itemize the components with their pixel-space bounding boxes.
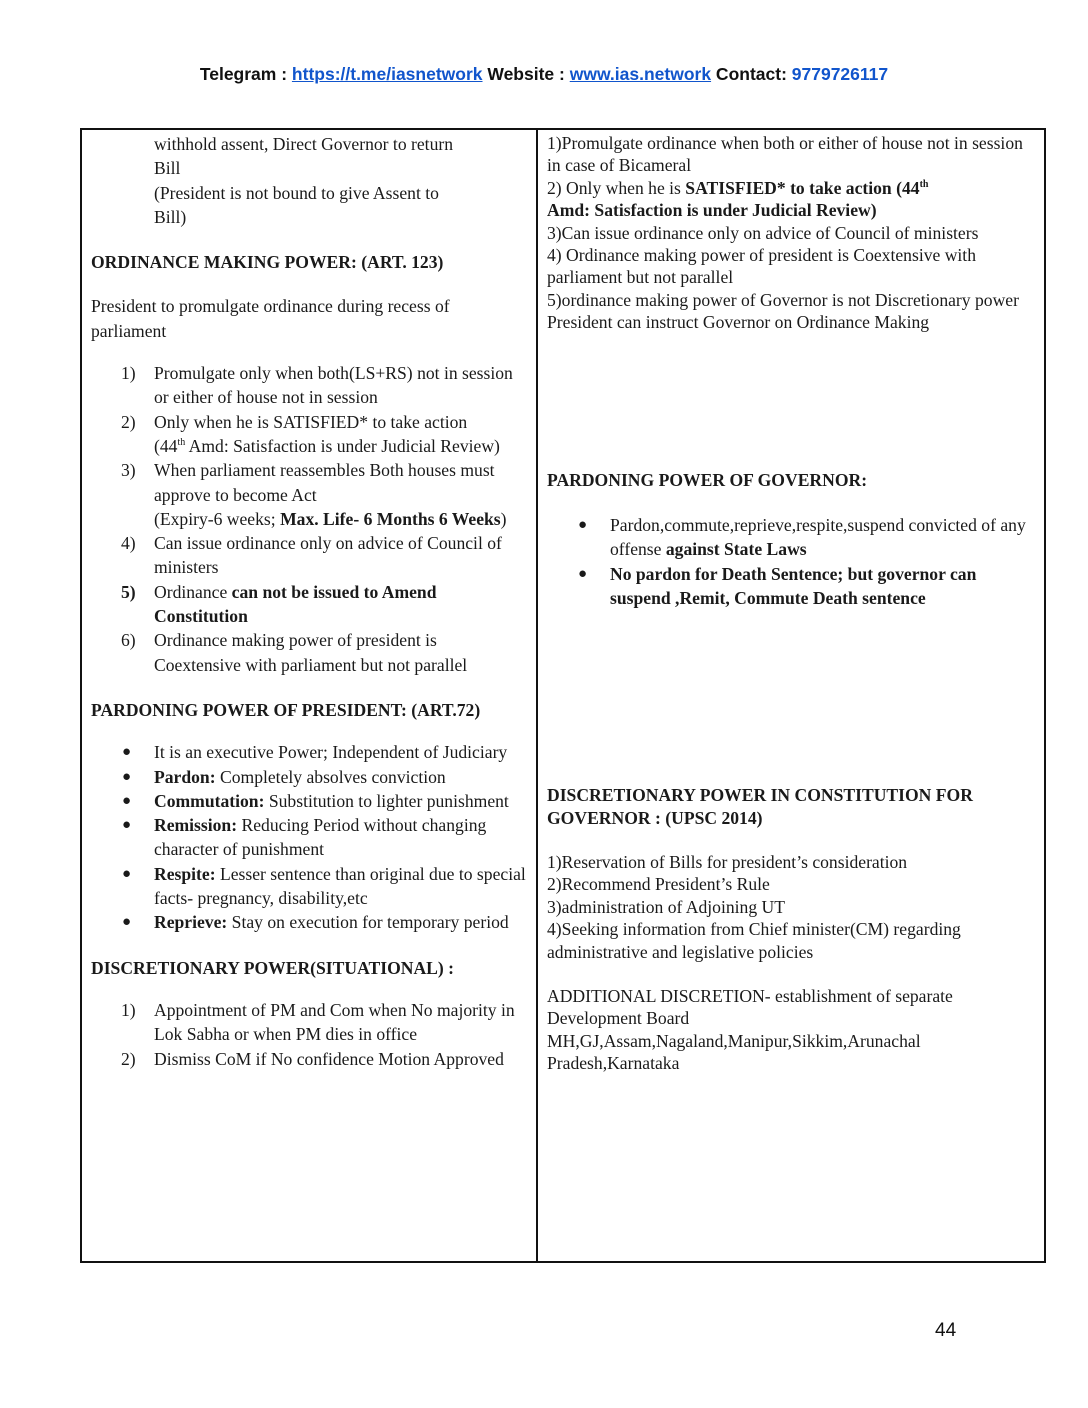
list-item: 1)Reservation of Bills for president’s consideration [547, 851, 908, 872]
pardoning-governor-list [547, 513, 1036, 610]
gov-ordinance-line-1: 1)Promulgate ordinance when both or either of house not in session in case of Bicameral [547, 133, 1023, 176]
discretionary-situational-heading: DISCRETIONARY POWER(SITUATIONAL) : [91, 957, 455, 978]
website-link[interactable]: www.ias.network [569, 64, 712, 84]
assent-line-3: (President is not bound to give Assent to [154, 182, 439, 203]
contact-number: 9779726117 [791, 64, 889, 84]
list-item: 3)administration of Adjoining UT [547, 896, 785, 917]
list-item: ● It is an executive Power; Independent of Judiciary [91, 740, 528, 764]
additional-discretion: ADDITIONAL DISCRETION- establishment of separate Development Board MH,GJ,Assam,Nagaland,Manipur,Sikkim,Arunachal Pradesh,Karnataka [547, 985, 953, 1074]
pardoning-president-heading: PARDONING POWER OF PRESIDENT: (ART.72) [91, 699, 481, 720]
list-item: ● Remission: Reducing Period without changing character of punishment [122, 815, 487, 860]
ordinance-heading: ORDINANCE MAKING POWER: (ART. 123) [91, 252, 444, 273]
right-column [537, 129, 1045, 1262]
pardoning-governor-heading: PARDONING POWER OF GOVERNOR: [547, 469, 868, 490]
assent-line-2: Bill [154, 158, 181, 179]
pardoning-president-list [91, 740, 528, 934]
telegram-label: Telegram : [199, 64, 292, 84]
bullet-icon: ● [122, 768, 132, 785]
left-column [81, 129, 537, 1262]
list-item: 2)Recommend President’s Rule [547, 874, 770, 895]
bullet-icon: ● [578, 565, 588, 582]
bullet-icon: ● [122, 914, 132, 931]
ordinance-list [91, 361, 528, 677]
gov-ordinance-line-6: President can instruct Governor on Ordinance Making [547, 312, 930, 333]
list-item: ● Pardon,commute,reprieve,respite,suspend convicted of any offense against State Laws [578, 514, 1026, 560]
page-header [0, 64, 1088, 85]
list-item: ● Respite: Lesser sentence than original due to special facts- pregnancy, disability,etc [122, 863, 526, 909]
discretionary-situational-list [91, 998, 528, 1071]
list-item: 2) Dismiss CoM if No confidence Motion Approved [121, 1048, 504, 1069]
gov-ordinance-line-2: 2) Only when he is SATISFIED* to take action (44th Amd: Satisfaction is under Judicial Review) [547, 177, 929, 221]
website-label: Website : [482, 64, 570, 84]
gov-ordinance-line-5: 5)ordinance making power of Governor is not Discretionary power [547, 289, 1019, 310]
list-item: 1) Appointment of PM and Com when No majority in Lok Sabha or when PM dies in office [121, 999, 515, 1045]
telegram-link[interactable]: https://t.me/iasnetwork [291, 64, 483, 84]
list-item: ● Reprieve: Stay on execution for temporary period [91, 910, 528, 934]
ordinance-intro: President to promulgate ordinance during recess of parliament [91, 296, 450, 341]
assent-line-1: withhold assent, Direct Governor to return [154, 134, 454, 154]
contact-label: Contact: [711, 64, 792, 84]
list-item: ● Commutation: Substitution to lighter punishment [91, 789, 528, 813]
list-item: 3) When parliament reassembles Both houses must approve to become Act (Expiry-6 weeks; Max. Life- 6 Months 6 Weeks) [121, 460, 507, 529]
list-item: 4)Seeking information from Chief minister(CM) regarding administrative and legislative policies [547, 919, 961, 962]
assent-line-4: Bill) [154, 206, 187, 227]
list-item: 1) Promulgate only when both(LS+RS) not in session or either of house not in session [121, 363, 513, 408]
gov-ordinance-line-4: 4) Ordinance making power of president is Coextensive with parliament but not parallel [547, 245, 976, 288]
bullet-icon: ● [122, 744, 132, 761]
list-item: ● Pardon: Completely absolves conviction [91, 765, 528, 789]
page-number: 44 [935, 1320, 957, 1341]
bullet-icon: ● [122, 865, 132, 882]
content-table [80, 128, 1046, 1263]
bullet-icon: ● [578, 516, 588, 533]
bullet-icon: ● [122, 817, 132, 834]
discretionary-governor-heading: DISCRETIONARY POWER IN CONSTITUTION FOR GOVERNOR : (UPSC 2014) [547, 785, 973, 828]
list-item: ● No pardon for Death Sentence; but governor can suspend ,Remit, Commute Death sentence [578, 563, 977, 608]
list-item: 6) Ordinance making power of president is Coextensive with parliament but not parallel [121, 630, 468, 675]
list-item: 5) Ordinance can not be issued to Amend Constitution [121, 581, 437, 627]
list-item: 4) Can issue ordinance only on advice of Council of ministers [121, 533, 502, 578]
discretionary-governor-list [547, 851, 1036, 963]
bullet-icon: ● [122, 792, 132, 809]
gov-ordinance-line-3: 3)Can issue ordinance only on advice of Council of ministers [547, 222, 979, 243]
list-item: 2) Only when he is SATISFIED* to take action (44th Amd: Satisfaction is under Judicial Review) [121, 411, 500, 456]
